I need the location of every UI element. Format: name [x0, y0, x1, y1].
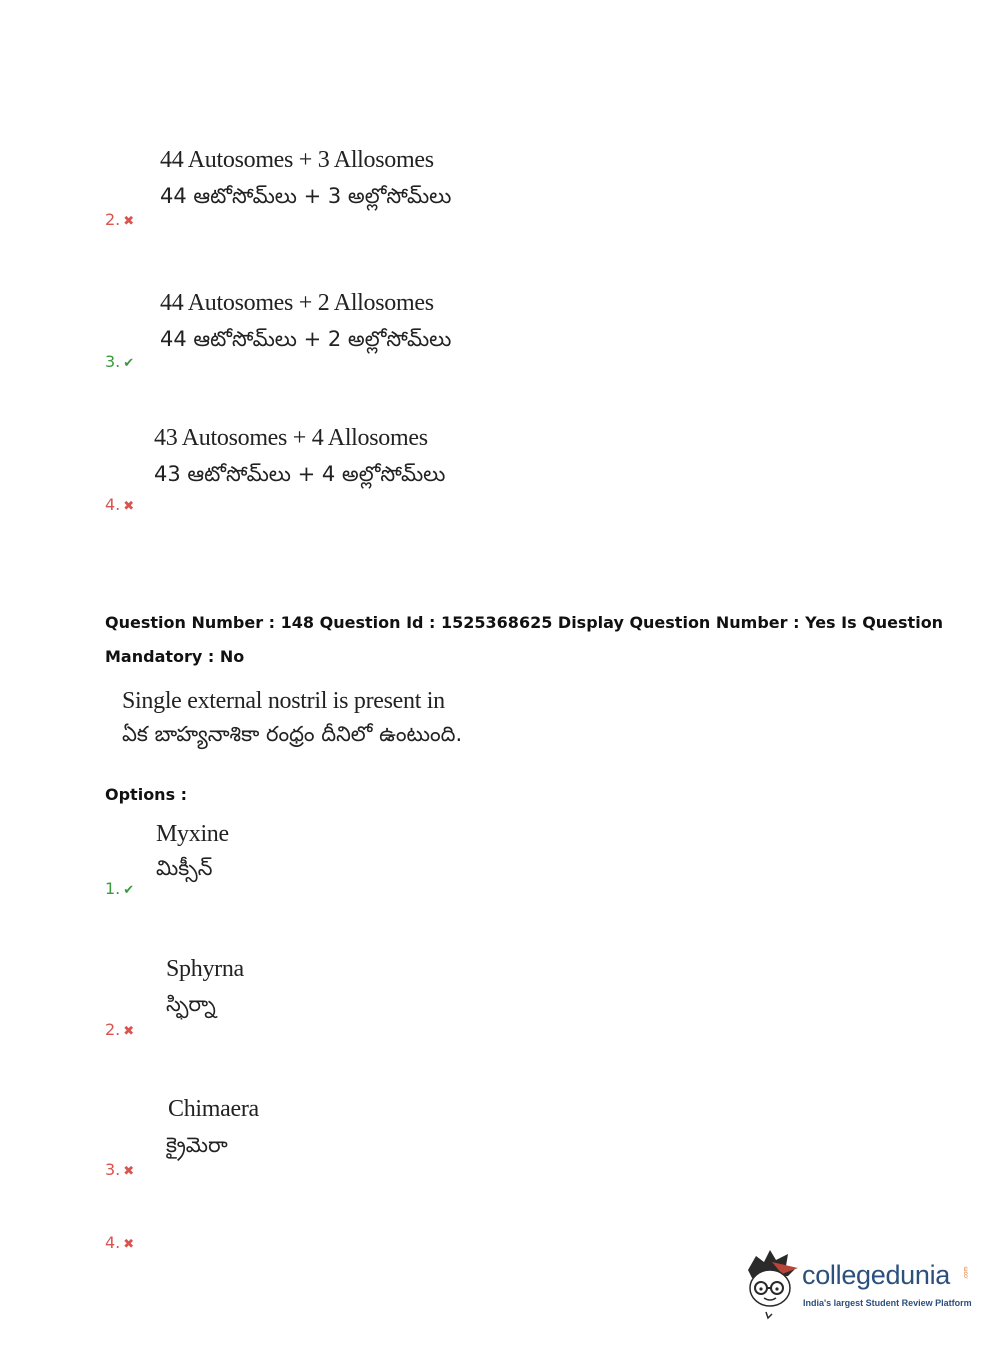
collegedunia-logo — [742, 1248, 972, 1320]
wrong-icon: ✖ — [123, 214, 135, 229]
option-number — [105, 210, 134, 229]
question-text-telugu: ఏక బాహ్యనాశికా రంధ్రం దీనిలో ఉంటుంది. — [122, 722, 463, 746]
question-meta-line2: Mandatory : No — [105, 647, 245, 666]
option-telugu-text: స్ఫిర్నా — [166, 992, 216, 1016]
wrong-icon: ✖ — [123, 1164, 135, 1179]
option-english-text: 44 Autosomes + 3 Allosomes — [160, 147, 434, 173]
question-meta-line1: Question Number : 148 Question Id : 1525368625 Display Question Number : Yes Is Question — [105, 613, 944, 632]
option-telugu-text: 43 ఆటోసోమ్‌లు + 4 అల్లోసోమ్‌లు — [154, 462, 446, 486]
wrong-icon: ✖ — [123, 1024, 135, 1039]
option-number-label: 3. — [105, 352, 121, 371]
option-telugu-text: క్రైమెరా — [166, 1133, 228, 1157]
option-number-label: 2. — [105, 210, 121, 229]
check-icon: ✔ — [123, 356, 135, 371]
option-number — [105, 1233, 134, 1252]
option-telugu-text: 44 ఆటోసోమ్‌లు + 3 అల్లోసోమ్‌లు — [160, 184, 452, 208]
wrong-icon: ✖ — [123, 499, 135, 514]
brand-suffix: .com — [963, 1266, 970, 1280]
option-number — [105, 352, 134, 371]
option-number — [105, 1160, 134, 1179]
wrong-icon: ✖ — [123, 1237, 135, 1252]
option-number-label: 4. — [105, 495, 121, 514]
check-icon: ✔ — [123, 883, 135, 898]
option-english-text: 43 Autosomes + 4 Allosomes — [154, 425, 428, 451]
option-telugu-text: మిక్సీన్ — [156, 856, 213, 880]
option-number — [105, 495, 134, 514]
question-text-english: Single external nostril is present in — [122, 688, 445, 714]
option-english-text: Sphyrna — [166, 956, 244, 982]
option-number-label: 3. — [105, 1160, 121, 1179]
option-number-label: 4. — [105, 1233, 121, 1252]
option-english-text: 44 Autosomes + 2 Allosomes — [160, 290, 434, 316]
option-telugu-text: 44 ఆటోసోమ్‌లు + 2 అల్లోసోమ్‌లు — [160, 327, 452, 351]
option-number-label: 1. — [105, 879, 121, 898]
option-number — [105, 879, 134, 898]
brand-tagline: India's largest Student Review Platform — [803, 1298, 972, 1308]
option-english-text: Chimaera — [168, 1096, 259, 1122]
option-number — [105, 1020, 134, 1039]
option-english-text: Myxine — [156, 821, 229, 847]
brand-name: collegedunia — [802, 1260, 951, 1290]
options-label: Options : — [105, 785, 188, 804]
mascot-icon — [742, 1248, 800, 1320]
option-number-label: 2. — [105, 1020, 121, 1039]
